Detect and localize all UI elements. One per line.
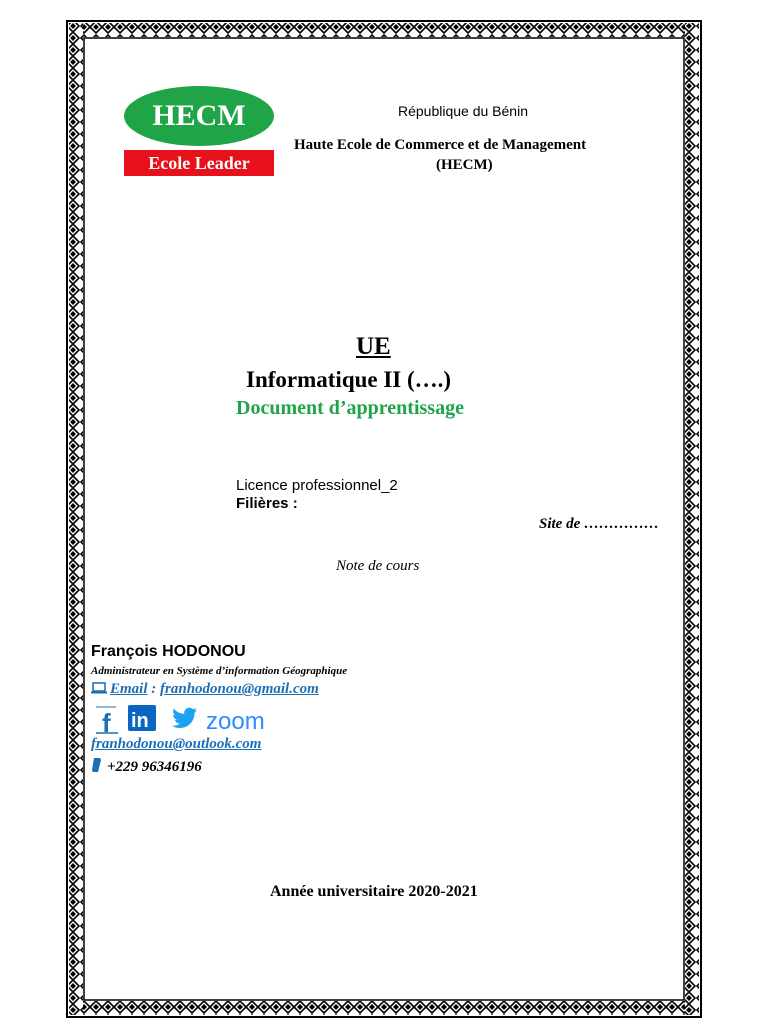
phone-row: [91, 757, 202, 776]
document-subtitle: Document d’apprentissage: [236, 397, 464, 419]
social-icons: [94, 705, 294, 735]
email-separator: :: [147, 681, 161, 697]
academic-year: Année universitaire 2020-2021: [270, 883, 478, 900]
course-title: Informatique II (….): [246, 367, 452, 392]
logo-oval-text: HECM: [124, 86, 274, 146]
filieres-label: Filières :: [236, 495, 298, 512]
facebook-icon[interactable]: [94, 705, 120, 735]
linkedin-icon[interactable]: [128, 705, 158, 733]
computer-icon: [91, 682, 107, 694]
svg-text:f: f: [102, 708, 111, 735]
phone-icon: [91, 757, 103, 773]
twitter-icon[interactable]: [172, 707, 198, 729]
email-label: Email: [110, 681, 148, 697]
school-abbreviation: (HECM): [436, 157, 493, 173]
email-link[interactable]: franhodonou@gmail.com: [160, 681, 319, 697]
author-role: Administrateur en Système d’information Géographique: [91, 665, 348, 677]
phone-number: +229 96346196: [107, 759, 202, 775]
outlook-email-link[interactable]: franhodonou@outlook.com: [91, 736, 262, 752]
note-label: Note de cours: [336, 558, 420, 574]
svg-text:in: in: [131, 710, 149, 732]
country-label: République du Bénin: [398, 103, 528, 119]
ue-heading: UE: [356, 333, 391, 360]
email-row: [91, 681, 319, 698]
logo-banner-text: Ecole Leader: [124, 150, 274, 176]
school-name: Haute Ecole de Commerce et de Management: [294, 137, 587, 153]
hecm-logo: [124, 86, 276, 178]
site-label: Site de ……………: [539, 516, 659, 532]
author-name: François HODONOU: [91, 643, 246, 660]
zoom-icon[interactable]: [204, 707, 276, 735]
level-label: Licence professionnel_2: [236, 477, 398, 494]
svg-text:zoom: zoom: [206, 708, 265, 735]
